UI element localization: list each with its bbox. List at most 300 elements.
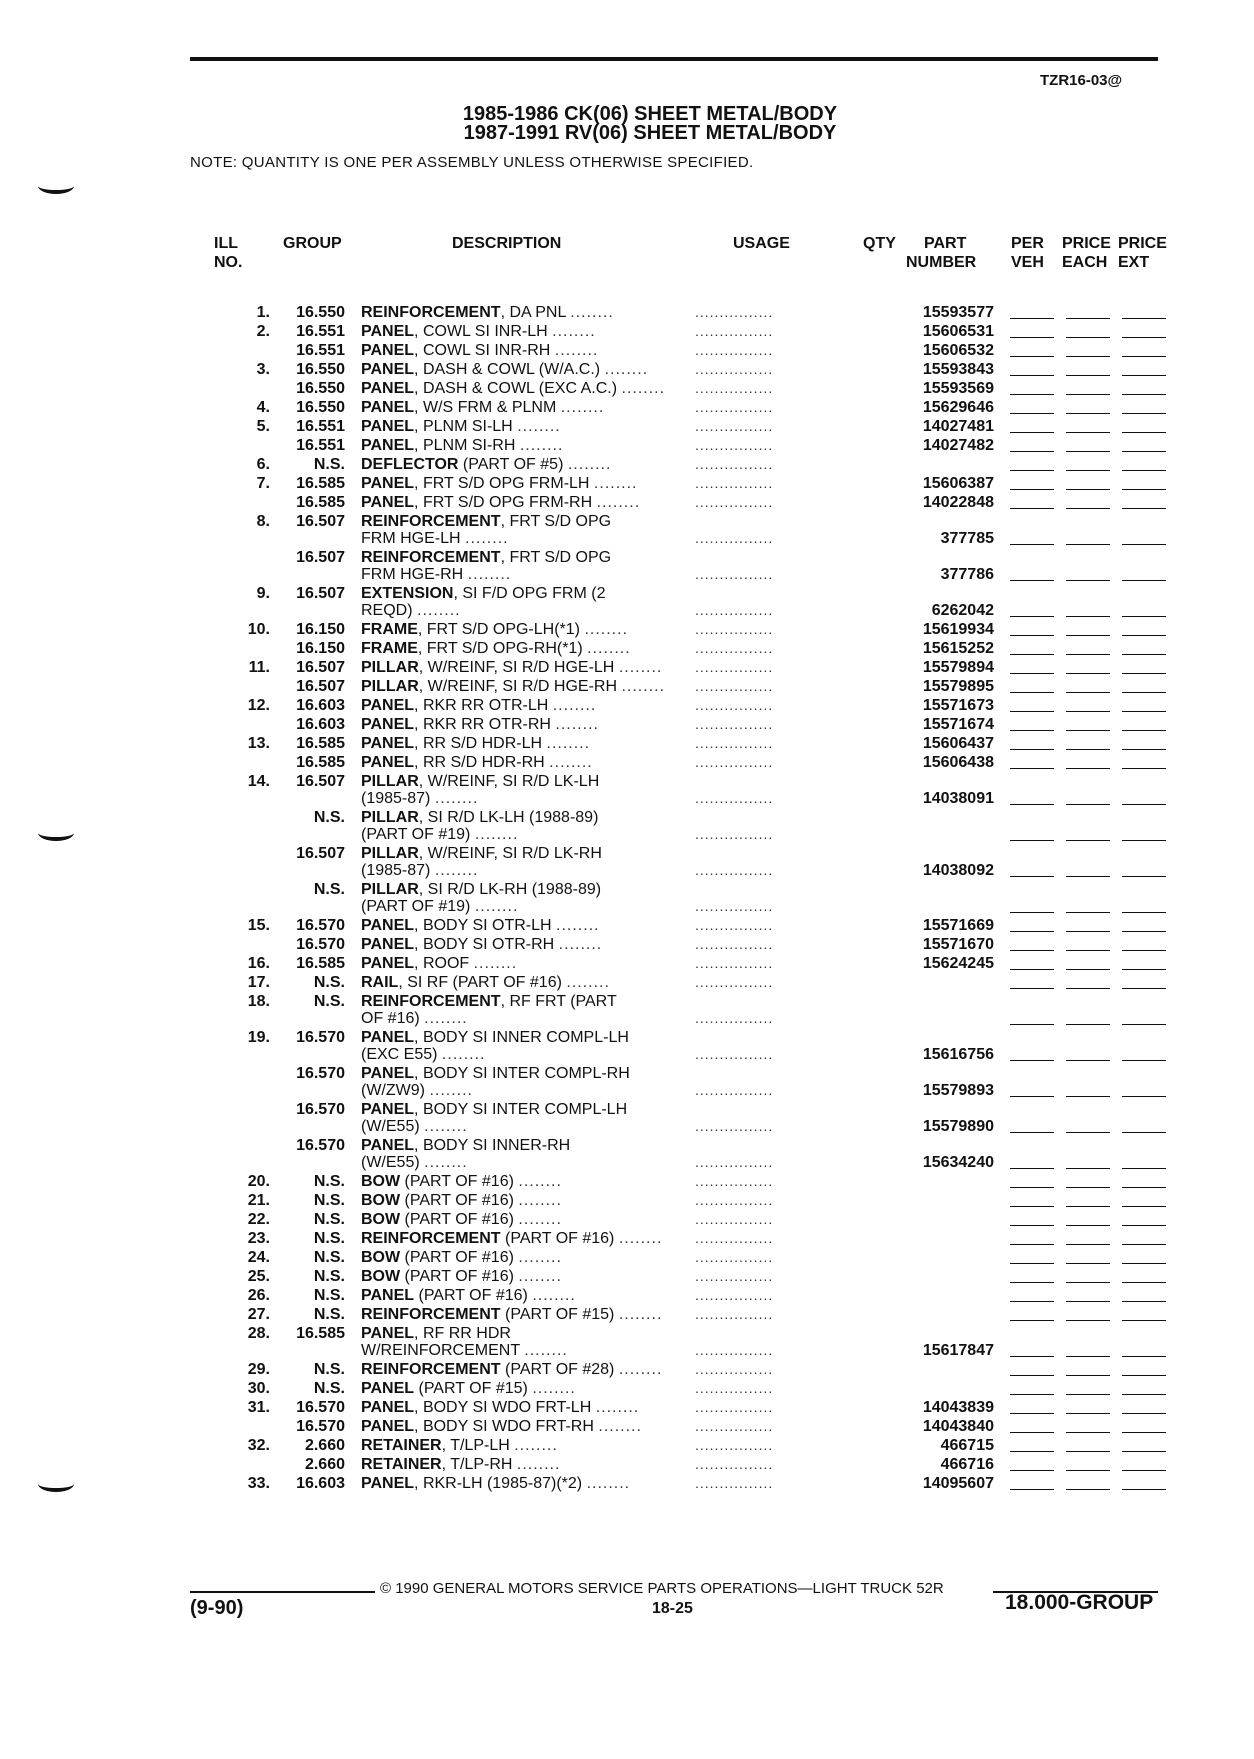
price-each-blank[interactable] (1066, 580, 1110, 582)
description (361, 1436, 671, 1455)
per-veh-blank[interactable] (1010, 337, 1054, 339)
price-ext-blank[interactable] (1122, 616, 1166, 618)
dot-leader: ........ (434, 790, 479, 807)
description (361, 715, 671, 734)
per-veh-blank[interactable] (1010, 673, 1054, 675)
price-each-blank[interactable] (1066, 544, 1110, 546)
per-veh-blank[interactable] (1010, 1432, 1054, 1434)
description (361, 322, 671, 341)
description-detail: (PART OF #28) (500, 1361, 615, 1378)
price-ext-blank[interactable] (1122, 508, 1166, 510)
price-each-blank[interactable] (1066, 876, 1110, 878)
description (361, 341, 671, 360)
group-number: 16.585 (296, 955, 345, 972)
price-each-blank[interactable] (1066, 1244, 1110, 1246)
price-ext-blank[interactable] (1122, 337, 1166, 339)
ill-number: 5. (256, 418, 270, 435)
price-each-blank[interactable] (1066, 394, 1110, 396)
price-each-blank[interactable] (1066, 749, 1110, 751)
price-each-blank[interactable] (1066, 1489, 1110, 1491)
price-each-blank[interactable] (1066, 950, 1110, 952)
price-ext-blank[interactable] (1122, 1451, 1166, 1453)
table-row (0, 772, 1254, 789)
price-ext-blank[interactable] (1122, 470, 1166, 472)
price-ext-blank[interactable] (1122, 1263, 1166, 1265)
table-row (0, 303, 1254, 322)
price-each-blank[interactable] (1066, 730, 1110, 732)
price-each-blank[interactable] (1066, 1263, 1110, 1265)
price-ext-blank[interactable] (1122, 356, 1166, 358)
price-ext-blank[interactable] (1122, 654, 1166, 656)
price-each-blank[interactable] (1066, 1187, 1110, 1189)
price-each-blank[interactable] (1066, 1168, 1110, 1170)
per-veh-blank[interactable] (1010, 470, 1054, 472)
price-ext-blank[interactable] (1122, 1375, 1166, 1377)
price-ext-blank[interactable] (1122, 711, 1166, 713)
part-number: 15593569 (922, 380, 994, 397)
per-veh-blank[interactable] (1010, 654, 1054, 656)
description (361, 825, 671, 844)
table-row (0, 341, 1254, 360)
description-detail: FRM HGE-RH (361, 566, 464, 583)
description-noun: PANEL (361, 955, 415, 972)
usage-leader: ................ (695, 530, 774, 546)
price-each-blank[interactable] (1066, 1060, 1110, 1062)
per-veh-blank[interactable] (1010, 1413, 1054, 1415)
dot-leader: ........ (514, 1437, 558, 1454)
price-each-blank[interactable] (1066, 969, 1110, 971)
ill-number: 15. (247, 917, 270, 934)
table-row (0, 897, 1254, 916)
group-number: 16.570 (296, 936, 345, 953)
price-each-blank[interactable] (1066, 1470, 1110, 1472)
col-header-number: NUMBER (906, 254, 977, 271)
ill-number: 17. (247, 974, 270, 991)
table-row (0, 715, 1254, 734)
price-ext-blank[interactable] (1122, 804, 1166, 806)
price-each-blank[interactable] (1066, 1394, 1110, 1396)
price-ext-blank[interactable] (1122, 1470, 1166, 1472)
per-veh-blank[interactable] (1010, 616, 1054, 618)
usage-leader: ................ (695, 437, 774, 453)
description-noun: RAIL (361, 974, 399, 991)
part-number: 14022848 (922, 494, 994, 511)
description (361, 303, 671, 322)
description (361, 1081, 671, 1100)
group-number: 16.570 (296, 1065, 345, 1082)
per-veh-blank[interactable] (1010, 635, 1054, 637)
group-number: N.S. (313, 993, 345, 1010)
ill-number: 21. (247, 1192, 270, 1209)
description (361, 639, 671, 658)
ill-number: 26. (247, 1287, 270, 1304)
per-veh-blank[interactable] (1010, 394, 1054, 396)
price-each-blank[interactable] (1066, 616, 1110, 618)
col-header-veh: VEH (1011, 254, 1044, 271)
ill-number: 20. (247, 1173, 270, 1190)
dot-leader: ........ (566, 974, 610, 991)
price-ext-blank[interactable] (1122, 451, 1166, 453)
per-veh-blank[interactable] (1010, 950, 1054, 952)
usage-leader: ................ (695, 974, 774, 990)
part-number: 377786 (940, 566, 994, 583)
description-detail: , RF FRT (PART (500, 993, 617, 1010)
table-row (0, 696, 1254, 715)
ill-number: 27. (247, 1306, 270, 1323)
price-ext-blank[interactable] (1122, 840, 1166, 842)
price-ext-blank[interactable] (1122, 1282, 1166, 1284)
price-ext-blank[interactable] (1122, 318, 1166, 320)
price-ext-blank[interactable] (1122, 1225, 1166, 1227)
ill-number: 3. (256, 361, 270, 378)
per-veh-blank[interactable] (1010, 692, 1054, 694)
description-detail: , W/S FRM & PLNM (414, 399, 557, 416)
col-header-per-veh (1011, 234, 1044, 272)
price-each-blank[interactable] (1066, 451, 1110, 453)
price-each-blank[interactable] (1066, 1301, 1110, 1303)
per-veh-blank[interactable] (1010, 580, 1054, 582)
price-each-blank[interactable] (1066, 673, 1110, 675)
price-each-blank[interactable] (1066, 692, 1110, 694)
price-ext-blank[interactable] (1122, 1206, 1166, 1208)
per-veh-blank[interactable] (1010, 375, 1054, 377)
description-noun: RETAINER (361, 1437, 442, 1454)
table-row (0, 322, 1254, 341)
price-ext-blank[interactable] (1122, 730, 1166, 732)
part-number: 15593577 (922, 304, 994, 321)
table-row (0, 1028, 1254, 1045)
per-veh-blank[interactable] (1010, 1356, 1054, 1358)
per-veh-blank[interactable] (1010, 489, 1054, 491)
description-noun: PANEL (361, 1325, 415, 1342)
per-veh-blank[interactable] (1010, 876, 1054, 878)
usage-leader: ................ (695, 697, 774, 713)
part-number: 15629646 (922, 399, 994, 416)
description (361, 360, 671, 379)
price-ext-blank[interactable] (1122, 912, 1166, 914)
description-detail: , COWL SI INR-LH (414, 323, 548, 340)
price-each-blank[interactable] (1066, 804, 1110, 806)
description-detail: , BODY SI OTR-LH (414, 917, 552, 934)
group-number: 16.585 (296, 735, 345, 752)
price-ext-blank[interactable] (1122, 931, 1166, 933)
usage-leader: ................ (695, 1399, 774, 1415)
usage-leader: ................ (695, 917, 774, 933)
part-number: 14095607 (922, 1475, 994, 1492)
per-veh-blank[interactable] (1010, 432, 1054, 434)
price-each-blank[interactable] (1066, 988, 1110, 990)
usage-leader: ................ (695, 1456, 774, 1472)
group-number: 16.603 (296, 1475, 345, 1492)
per-veh-blank[interactable] (1010, 508, 1054, 510)
description-noun: REINFORCEMENT (361, 1306, 501, 1323)
description-noun: PILLAR (361, 678, 419, 695)
ill-number: 24. (247, 1249, 270, 1266)
description-noun: BOW (361, 1173, 401, 1190)
ill-number: 31. (247, 1399, 270, 1416)
description (361, 1286, 671, 1305)
price-ext-blank[interactable] (1122, 1024, 1166, 1026)
price-ext-blank[interactable] (1122, 768, 1166, 770)
price-ext-blank[interactable] (1122, 1394, 1166, 1396)
price-ext-blank[interactable] (1122, 580, 1166, 582)
price-each-blank[interactable] (1066, 1024, 1110, 1026)
price-each-blank[interactable] (1066, 432, 1110, 434)
per-veh-blank[interactable] (1010, 1451, 1054, 1453)
price-ext-blank[interactable] (1122, 375, 1166, 377)
per-veh-blank[interactable] (1010, 1024, 1054, 1026)
usage-leader: ................ (695, 1437, 774, 1453)
part-number: 15624245 (922, 955, 994, 972)
part-number: 15579893 (922, 1082, 994, 1099)
price-ext-blank[interactable] (1122, 1096, 1166, 1098)
price-ext-blank[interactable] (1122, 432, 1166, 434)
description-noun: PANEL (361, 754, 415, 771)
usage-leader: ................ (695, 735, 774, 751)
price-each-blank[interactable] (1066, 635, 1110, 637)
price-ext-blank[interactable] (1122, 876, 1166, 878)
part-number: 15579890 (922, 1118, 994, 1135)
per-veh-blank[interactable] (1010, 804, 1054, 806)
per-veh-blank[interactable] (1010, 1394, 1054, 1396)
description-noun: BOW (361, 1268, 401, 1285)
dot-leader: ........ (621, 380, 666, 397)
price-each-blank[interactable] (1066, 931, 1110, 933)
per-veh-blank[interactable] (1010, 1187, 1054, 1189)
price-ext-blank[interactable] (1122, 1356, 1166, 1358)
per-veh-blank[interactable] (1010, 1375, 1054, 1377)
price-ext-blank[interactable] (1122, 950, 1166, 952)
price-ext-blank[interactable] (1122, 1244, 1166, 1246)
group-number: 16.603 (296, 697, 345, 714)
description-detail: , FRT S/D OPG (500, 513, 612, 530)
description (361, 1009, 671, 1028)
usage-leader: ................ (695, 1046, 774, 1062)
description-noun: PANEL (361, 735, 415, 752)
group-number: N.S. (313, 1230, 345, 1247)
price-each-blank[interactable] (1066, 1282, 1110, 1284)
price-each-blank[interactable] (1066, 470, 1110, 472)
per-veh-blank[interactable] (1010, 451, 1054, 453)
per-veh-blank[interactable] (1010, 1206, 1054, 1208)
per-veh-blank[interactable] (1010, 711, 1054, 713)
per-veh-blank[interactable] (1010, 730, 1054, 732)
ill-number: 32. (247, 1437, 270, 1454)
ill-number: 10. (247, 621, 270, 638)
price-ext-blank[interactable] (1122, 489, 1166, 491)
table-row (0, 808, 1254, 825)
price-ext-blank[interactable] (1122, 635, 1166, 637)
table-row (0, 417, 1254, 436)
price-ext-blank[interactable] (1122, 413, 1166, 415)
group-number: 16.550 (296, 380, 345, 397)
price-each-blank[interactable] (1066, 654, 1110, 656)
per-veh-blank[interactable] (1010, 912, 1054, 914)
dot-leader: ........ (596, 494, 641, 511)
price-each-blank[interactable] (1066, 768, 1110, 770)
description (361, 1248, 671, 1267)
price-each-blank[interactable] (1066, 1451, 1110, 1453)
per-veh-blank[interactable] (1010, 988, 1054, 990)
description-noun: PANEL (361, 1287, 415, 1304)
table-row (0, 753, 1254, 772)
description-noun: BOW (361, 1249, 401, 1266)
price-each-blank[interactable] (1066, 489, 1110, 491)
dot-leader: ........ (621, 678, 666, 695)
per-veh-blank[interactable] (1010, 768, 1054, 770)
group-number: 16.585 (296, 494, 345, 511)
description-detail: (1985-87) (361, 790, 431, 807)
per-veh-blank[interactable] (1010, 544, 1054, 546)
price-each-blank[interactable] (1066, 1225, 1110, 1227)
price-ext-blank[interactable] (1122, 1060, 1166, 1062)
table-row (0, 1045, 1254, 1064)
usage-leader: ................ (695, 955, 774, 971)
per-veh-blank[interactable] (1010, 1244, 1054, 1246)
price-ext-blank[interactable] (1122, 1132, 1166, 1134)
price-each-blank[interactable] (1066, 840, 1110, 842)
description (361, 565, 671, 584)
description-noun: PANEL (361, 697, 415, 714)
description-detail: , W/REINF, SI R/D HGE-RH (418, 678, 618, 695)
description-detail: (PART OF #16) (400, 1268, 514, 1285)
price-each-blank[interactable] (1066, 1356, 1110, 1358)
dot-leader: ........ (618, 1306, 663, 1323)
dot-leader: ........ (549, 754, 593, 771)
page-number: 18-25 (652, 1600, 693, 1617)
dot-leader: ........ (434, 862, 479, 879)
price-each-blank[interactable] (1066, 1432, 1110, 1434)
dot-leader: ........ (424, 1010, 468, 1027)
dot-leader: ........ (441, 1046, 486, 1063)
price-each-blank[interactable] (1066, 1413, 1110, 1415)
table-row (0, 1360, 1254, 1379)
dot-leader: ........ (532, 1287, 576, 1304)
per-veh-blank[interactable] (1010, 356, 1054, 358)
price-each-blank[interactable] (1066, 375, 1110, 377)
dot-leader: ........ (417, 602, 461, 619)
usage-leader: ................ (695, 1118, 774, 1134)
price-ext-blank[interactable] (1122, 1432, 1166, 1434)
group-number: 16.507 (296, 549, 345, 566)
price-each-blank[interactable] (1066, 711, 1110, 713)
description (361, 789, 671, 808)
description-noun: PANEL (361, 1101, 415, 1118)
per-veh-blank[interactable] (1010, 1470, 1054, 1472)
description-detail: , PLNM SI-LH (414, 418, 513, 435)
per-veh-blank[interactable] (1010, 413, 1054, 415)
group-number: 16.150 (296, 621, 345, 638)
col-header-part: PART (924, 235, 967, 252)
price-each-blank[interactable] (1066, 337, 1110, 339)
part-number: 15606437 (922, 735, 994, 752)
description (361, 436, 671, 455)
description (361, 455, 671, 474)
ill-number: 11. (248, 659, 270, 676)
price-each-blank[interactable] (1066, 1096, 1110, 1098)
price-ext-blank[interactable] (1122, 969, 1166, 971)
part-number: 466716 (940, 1456, 994, 1473)
price-ext-blank[interactable] (1122, 1301, 1166, 1303)
per-veh-blank[interactable] (1010, 318, 1054, 320)
description-detail: FRM HGE-LH (361, 530, 461, 547)
description (361, 696, 671, 715)
price-each-blank[interactable] (1066, 912, 1110, 914)
price-each-blank[interactable] (1066, 413, 1110, 415)
per-veh-blank[interactable] (1010, 1320, 1054, 1322)
price-ext-blank[interactable] (1122, 394, 1166, 396)
description-detail: (PART OF #16) (414, 1287, 528, 1304)
price-each-blank[interactable] (1066, 1132, 1110, 1134)
per-veh-blank[interactable] (1010, 1225, 1054, 1227)
per-veh-blank[interactable] (1010, 840, 1054, 842)
per-veh-blank[interactable] (1010, 969, 1054, 971)
col-header-ill-line2: NO. (214, 254, 243, 271)
per-veh-blank[interactable] (1010, 749, 1054, 751)
ill-number: 7. (256, 475, 270, 492)
price-ext-blank[interactable] (1122, 988, 1166, 990)
per-veh-blank[interactable] (1010, 1301, 1054, 1303)
table-row (0, 1210, 1254, 1229)
per-veh-blank[interactable] (1010, 1489, 1054, 1491)
ill-number: 23. (247, 1230, 270, 1247)
price-ext-blank[interactable] (1122, 1168, 1166, 1170)
price-ext-blank[interactable] (1122, 1489, 1166, 1491)
per-veh-blank[interactable] (1010, 931, 1054, 933)
description (361, 1455, 671, 1474)
per-veh-blank[interactable] (1010, 1168, 1054, 1170)
per-veh-blank[interactable] (1010, 1132, 1054, 1134)
description-detail: , DA PNL (500, 304, 566, 321)
price-each-blank[interactable] (1066, 508, 1110, 510)
dot-leader: ........ (518, 1173, 562, 1190)
ill-number: 14. (247, 773, 270, 790)
price-ext-blank[interactable] (1122, 692, 1166, 694)
per-veh-blank[interactable] (1010, 1060, 1054, 1062)
price-ext-blank[interactable] (1122, 1187, 1166, 1189)
table-row (0, 1064, 1254, 1081)
price-ext-blank[interactable] (1122, 1413, 1166, 1415)
description (361, 1398, 671, 1417)
price-each-blank[interactable] (1066, 1206, 1110, 1208)
group-number: N.S. (313, 1211, 345, 1228)
price-ext-blank[interactable] (1122, 673, 1166, 675)
description-noun: PANEL (361, 475, 415, 492)
group-number: N.S. (313, 1173, 345, 1190)
dot-leader: ........ (618, 1230, 663, 1247)
price-each-blank[interactable] (1066, 1375, 1110, 1377)
table-row (0, 1398, 1254, 1417)
per-veh-blank[interactable] (1010, 1263, 1054, 1265)
description-detail: , BODY SI WDO FRT-LH (414, 1399, 592, 1416)
price-each-blank[interactable] (1066, 1320, 1110, 1322)
col-header-part-number (906, 234, 976, 272)
dot-leader: ........ (554, 342, 599, 359)
usage-leader: ................ (695, 1268, 774, 1284)
price-each-blank[interactable] (1066, 356, 1110, 358)
group-number: 16.550 (296, 304, 345, 321)
description-noun: PANEL (361, 494, 415, 511)
price-ext-blank[interactable] (1122, 749, 1166, 751)
price-each-blank[interactable] (1066, 318, 1110, 320)
description-detail: (PART OF #15) (414, 1380, 528, 1397)
per-veh-blank[interactable] (1010, 1096, 1054, 1098)
ill-number: 12. (247, 697, 270, 714)
price-ext-blank[interactable] (1122, 544, 1166, 546)
table-row (0, 1455, 1254, 1474)
price-ext-blank[interactable] (1122, 1320, 1166, 1322)
per-veh-blank[interactable] (1010, 1282, 1054, 1284)
